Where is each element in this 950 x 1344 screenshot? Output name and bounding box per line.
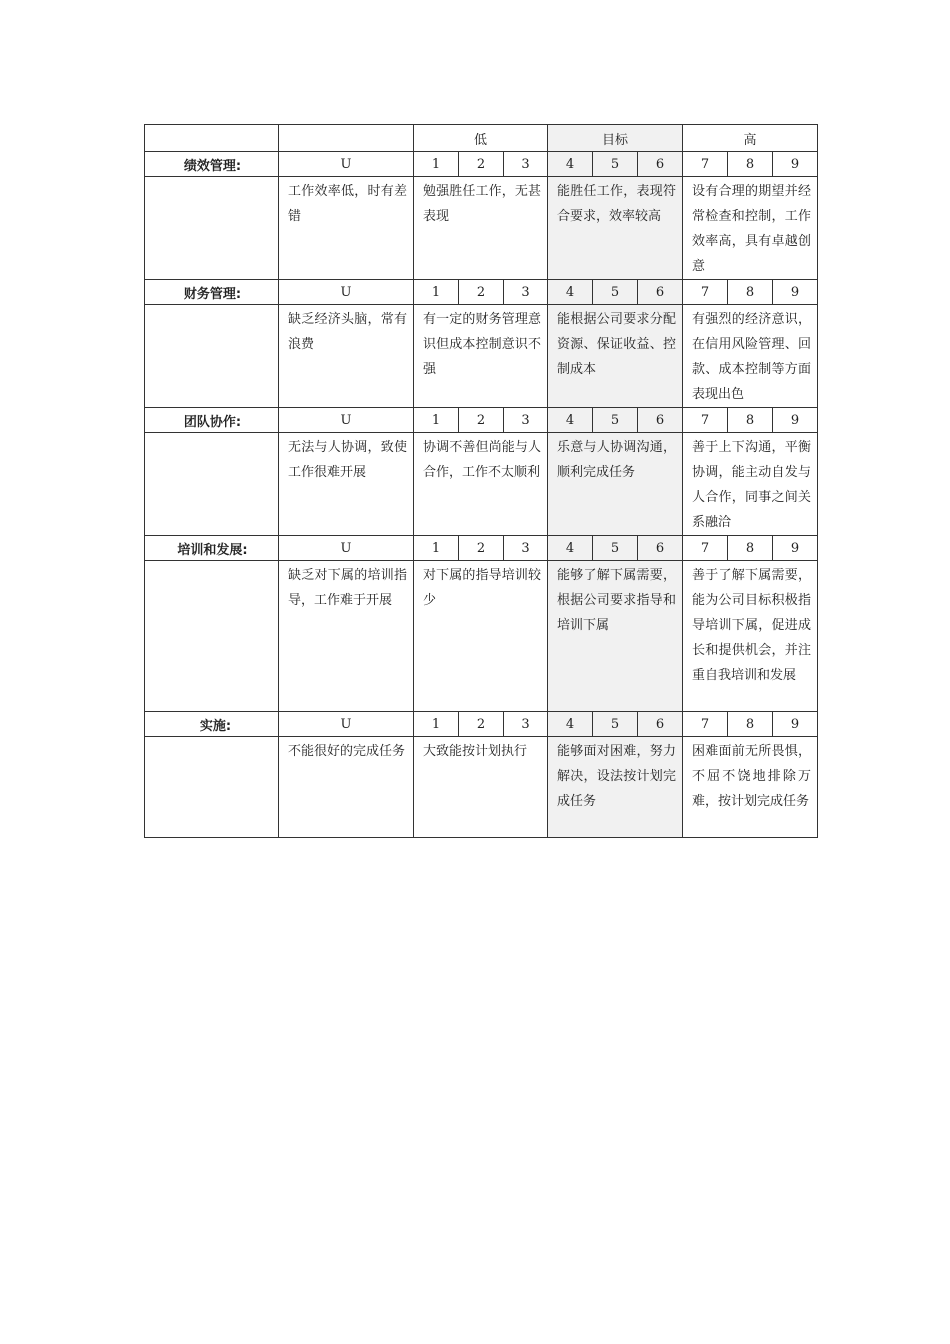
scale-5: 5 bbox=[593, 152, 638, 177]
target-description: 能够了解下属需要，根据公司要求指导和培训下属 bbox=[548, 561, 683, 712]
scale-2: 2 bbox=[459, 536, 504, 561]
scale-4: 4 bbox=[548, 408, 593, 433]
header-row bbox=[145, 125, 818, 152]
header-high: 高 bbox=[683, 125, 818, 152]
target-description: 乐意与人协调沟通，顺利完成任务 bbox=[548, 433, 683, 536]
u-description: 工作效率低，时有差错 bbox=[279, 177, 414, 280]
empty-label-cell bbox=[145, 737, 279, 838]
low-description: 协调不善但尚能与人合作，工作不太顺利 bbox=[414, 433, 548, 536]
category-label: 培训和发展: bbox=[145, 536, 279, 561]
scale-5: 5 bbox=[593, 712, 638, 737]
scale-2: 2 bbox=[459, 712, 504, 737]
scale-1: 1 bbox=[414, 152, 459, 177]
scale-3: 3 bbox=[504, 152, 548, 177]
scale-7: 7 bbox=[683, 152, 728, 177]
scale-row bbox=[145, 408, 818, 433]
empty-label-cell bbox=[145, 305, 279, 408]
scale-8: 8 bbox=[728, 408, 773, 433]
scale-8: 8 bbox=[728, 152, 773, 177]
category-label: 绩效管理: bbox=[145, 152, 279, 177]
scale-u: U bbox=[279, 712, 414, 737]
scale-6: 6 bbox=[638, 408, 683, 433]
description-row bbox=[145, 305, 818, 408]
scale-5: 5 bbox=[593, 536, 638, 561]
low-description: 勉强胜任工作，无甚表现 bbox=[414, 177, 548, 280]
scale-4: 4 bbox=[548, 152, 593, 177]
description-row bbox=[145, 433, 818, 536]
scale-2: 2 bbox=[459, 152, 504, 177]
high-description: 有强烈的经济意识，在信用风险管理、回款、成本控制等方面表现出色 bbox=[683, 305, 818, 408]
scale-1: 1 bbox=[414, 408, 459, 433]
scale-u: U bbox=[279, 280, 414, 305]
description-row bbox=[145, 737, 818, 838]
scale-4: 4 bbox=[548, 280, 593, 305]
low-description: 大致能按计划执行 bbox=[414, 737, 548, 838]
scale-6: 6 bbox=[638, 152, 683, 177]
low-description: 有一定的财务管理意识但成本控制意识不强 bbox=[414, 305, 548, 408]
high-description: 困难面前无所畏惧，不屈不饶地排除万难，按计划完成任务 bbox=[683, 737, 818, 838]
evaluation-table bbox=[144, 124, 818, 838]
empty-label-cell bbox=[145, 561, 279, 712]
category-label: 实施: bbox=[145, 712, 279, 737]
scale-u: U bbox=[279, 536, 414, 561]
scale-5: 5 bbox=[593, 408, 638, 433]
scale-9: 9 bbox=[773, 712, 818, 737]
scale-6: 6 bbox=[638, 280, 683, 305]
description-row bbox=[145, 177, 818, 280]
empty-label-cell bbox=[145, 433, 279, 536]
scale-2: 2 bbox=[459, 280, 504, 305]
header-target: 目标 bbox=[548, 125, 683, 152]
low-description: 对下属的指导培训较少 bbox=[414, 561, 548, 712]
target-description: 能够面对困难，努力解决，设法按计划完成任务 bbox=[548, 737, 683, 838]
scale-6: 6 bbox=[638, 536, 683, 561]
scale-9: 9 bbox=[773, 152, 818, 177]
high-description: 善于了解下属需要，能为公司目标积极指导培训下属，促进成长和提供机会，并注重自我培训和发展 bbox=[683, 561, 818, 712]
scale-9: 9 bbox=[773, 280, 818, 305]
category-label: 财务管理: bbox=[145, 280, 279, 305]
u-description: 无法与人协调，致使工作很难开展 bbox=[279, 433, 414, 536]
scale-row bbox=[145, 536, 818, 561]
scale-7: 7 bbox=[683, 408, 728, 433]
scale-1: 1 bbox=[414, 536, 459, 561]
scale-4: 4 bbox=[548, 536, 593, 561]
category-label: 团队协作: bbox=[145, 408, 279, 433]
scale-8: 8 bbox=[728, 536, 773, 561]
high-description: 善于上下沟通，平衡协调，能主动自发与人合作，同事之间关系融洽 bbox=[683, 433, 818, 536]
scale-3: 3 bbox=[504, 280, 548, 305]
target-description: 能根据公司要求分配资源、保证收益、控制成本 bbox=[548, 305, 683, 408]
scale-8: 8 bbox=[728, 280, 773, 305]
u-description: 不能很好的完成任务 bbox=[279, 737, 414, 838]
scale-row bbox=[145, 712, 818, 737]
scale-1: 1 bbox=[414, 280, 459, 305]
scale-4: 4 bbox=[548, 712, 593, 737]
scale-1: 1 bbox=[414, 712, 459, 737]
scale-3: 3 bbox=[504, 408, 548, 433]
scale-5: 5 bbox=[593, 280, 638, 305]
target-description: 能胜任工作，表现符合要求，效率较高 bbox=[548, 177, 683, 280]
header-low: 低 bbox=[414, 125, 548, 152]
u-description: 缺乏对下属的培训指导，工作难于开展 bbox=[279, 561, 414, 712]
u-description: 缺乏经济头脑，常有浪费 bbox=[279, 305, 414, 408]
high-description: 设有合理的期望并经常检查和控制，工作效率高，具有卓越创意 bbox=[683, 177, 818, 280]
scale-9: 9 bbox=[773, 408, 818, 433]
scale-6: 6 bbox=[638, 712, 683, 737]
scale-3: 3 bbox=[504, 712, 548, 737]
scale-3: 3 bbox=[504, 536, 548, 561]
header-empty-cell bbox=[145, 125, 279, 152]
header-empty-cell bbox=[279, 125, 414, 152]
scale-u: U bbox=[279, 408, 414, 433]
scale-row bbox=[145, 152, 818, 177]
description-row bbox=[145, 561, 818, 712]
empty-label-cell bbox=[145, 177, 279, 280]
scale-row bbox=[145, 280, 818, 305]
scale-7: 7 bbox=[683, 280, 728, 305]
scale-8: 8 bbox=[728, 712, 773, 737]
scale-7: 7 bbox=[683, 712, 728, 737]
scale-7: 7 bbox=[683, 536, 728, 561]
scale-2: 2 bbox=[459, 408, 504, 433]
scale-u: U bbox=[279, 152, 414, 177]
scale-9: 9 bbox=[773, 536, 818, 561]
